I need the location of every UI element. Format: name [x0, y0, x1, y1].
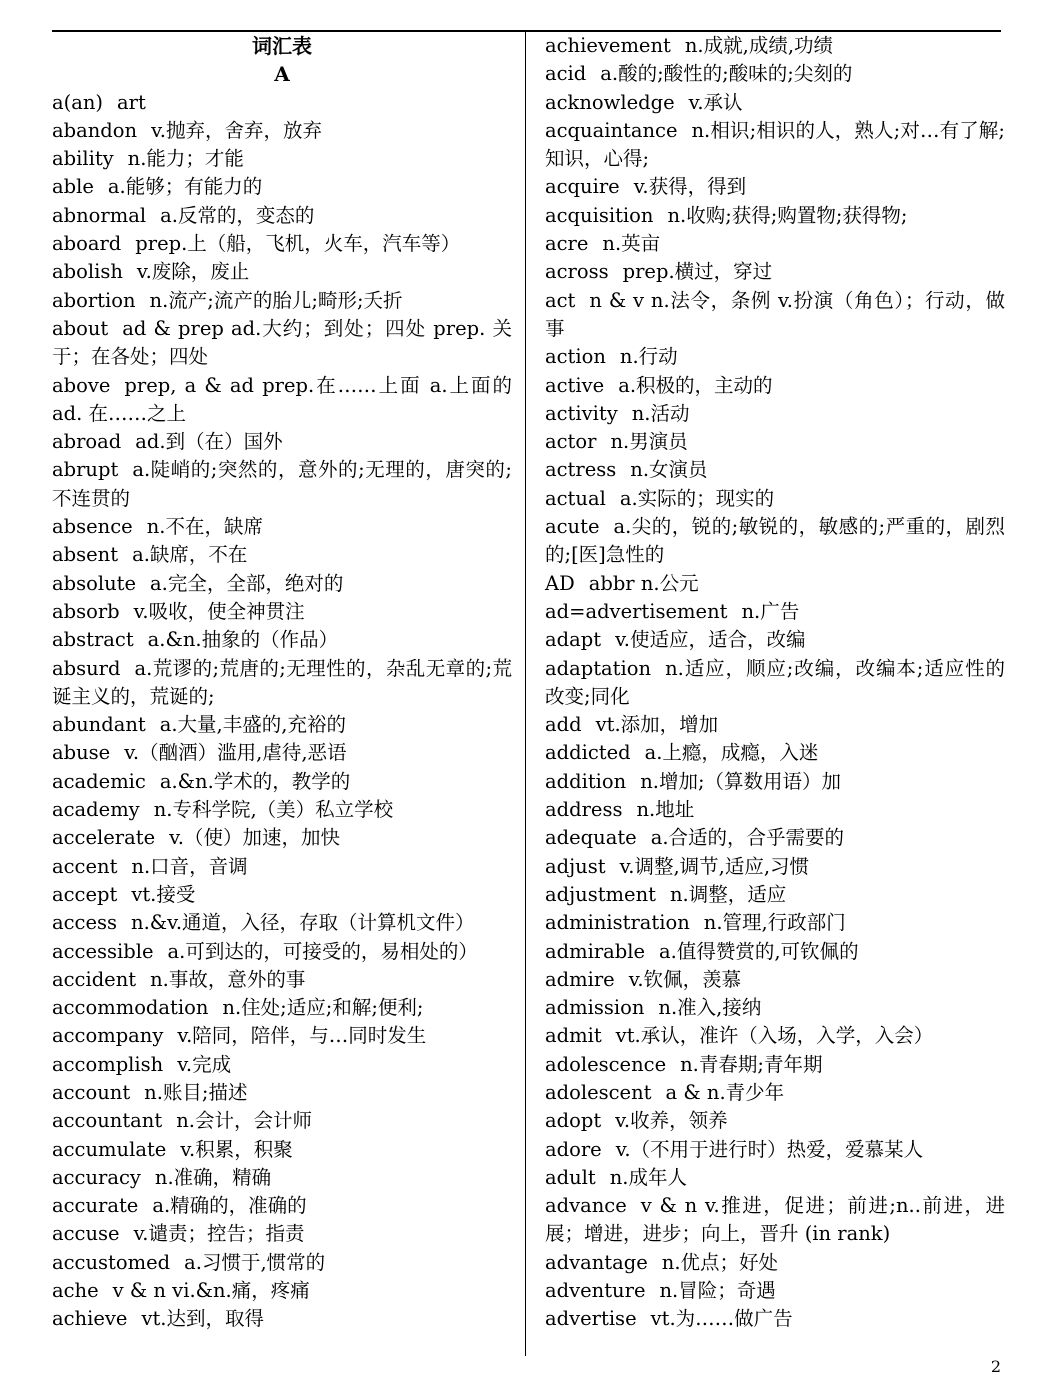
vocab-entry [545, 966, 1005, 994]
entry-word: action [545, 345, 606, 369]
vocab-entry [52, 853, 512, 881]
vocab-entry [545, 626, 1005, 654]
entry-word: admirable [545, 939, 646, 963]
vocab-entry [52, 598, 512, 626]
right-entry-list [545, 32, 1005, 1334]
vocab-entry [545, 655, 1005, 712]
vocab-entry [52, 173, 512, 201]
entry-word: adolescence [545, 1052, 667, 1076]
entry-word: accessible [52, 939, 154, 963]
entry-word: abnormal [52, 203, 147, 227]
entry-definition: n.会计，会计师 [176, 1109, 312, 1133]
vocab-entry [545, 343, 1005, 371]
vocab-entry [52, 1249, 512, 1277]
entry-word: add [545, 713, 582, 737]
vocab-entry [545, 230, 1005, 258]
vocab-entry [52, 145, 512, 173]
vocab-entry [545, 1164, 1005, 1192]
vocab-entry [545, 1277, 1005, 1305]
entry-definition: a.荒谬的;荒唐的;无理性的，杂乱无章的;荒诞主义的，荒诞的; [52, 656, 512, 708]
entry-definition: n.冒险；奇遇 [659, 1279, 776, 1303]
vocab-entry [545, 938, 1005, 966]
entry-definition: a.实际的；现实的 [619, 486, 775, 510]
entry-word: abandon [52, 118, 138, 142]
entry-definition: n.成年人 [609, 1165, 688, 1189]
entry-word: acknowledge [545, 90, 675, 114]
entry-definition: v.谴责；控告；指责 [133, 1222, 305, 1246]
vocab-entry [545, 739, 1005, 767]
entry-definition: a.完全，全部，绝对的 [150, 571, 344, 595]
left-entry-list [52, 89, 512, 1334]
entry-definition: n.专科学院,（美）私立学校 [153, 798, 394, 822]
entry-word: accomplish [52, 1052, 164, 1076]
entry-definition: n.活动 [631, 401, 690, 425]
vocab-entry [545, 258, 1005, 286]
vocab-entry [545, 711, 1005, 739]
entry-word: acquire [545, 175, 620, 199]
entry-word: across [545, 260, 609, 284]
vocab-entry [545, 824, 1005, 852]
entry-word: abolish [52, 260, 123, 284]
vocab-entry [545, 909, 1005, 937]
entry-definition: vt.达到，取得 [141, 1307, 265, 1331]
entry-word: able [52, 175, 94, 199]
entry-definition: v & n v.推进，促进；前进;n..前进，进展；增进，进步；向上，晋升 (in rank) [545, 1194, 1005, 1246]
left-column [52, 32, 512, 1334]
entry-word: admission [545, 996, 645, 1020]
entry-word: adore [545, 1137, 602, 1161]
entry-definition: n.准确，精确 [154, 1165, 272, 1189]
vocab-entry [52, 258, 512, 286]
entry-definition: n.事故，意外的事 [150, 967, 306, 991]
entry-definition: n.准入,接纳 [658, 996, 762, 1020]
entry-word: above [52, 373, 111, 397]
entry-definition: n.流产;流产的胎儿;畸形;夭折 [149, 288, 403, 312]
vocab-entry [545, 513, 1005, 570]
entry-definition: n.不在，缺席 [146, 515, 263, 539]
entry-definition: a.习惯于,惯常的 [184, 1250, 326, 1274]
entry-definition: n.收购;获得;购置物;获得物; [667, 203, 908, 227]
page-number: 2 [990, 1357, 1001, 1376]
vocab-entry [545, 89, 1005, 117]
entry-definition: n.&v.通道，入径，存取（计算机文件） [131, 911, 475, 935]
section-letter: A [274, 62, 290, 87]
entry-definition: a.&n.抽象的（作品） [147, 628, 339, 652]
entry-definition: a.反常的，变态的 [160, 203, 315, 227]
vocab-entry [52, 768, 512, 796]
entry-definition: v.（使）加速，加快 [169, 826, 341, 850]
entry-word: adopt [545, 1109, 602, 1133]
vocab-entry [52, 938, 512, 966]
vocab-entry [52, 513, 512, 541]
entry-word: admire [545, 967, 615, 991]
entry-definition: a.陡峭的;突然的，意外的;无理的，唐突的;不连贯的 [52, 458, 512, 510]
entry-definition: n.住处;适应;和解;便利; [222, 996, 424, 1020]
entry-word: abstract [52, 628, 134, 652]
vocab-entry [545, 881, 1005, 909]
entry-word: academic [52, 769, 146, 793]
entry-definition: n.相识;相识的人，熟人;对…有了解;知识，心得; [545, 118, 1005, 171]
entry-definition: v.获得，得到 [633, 175, 747, 199]
entry-definition: n.优点；好处 [661, 1250, 779, 1274]
entry-definition: v.废除，废止 [136, 260, 250, 284]
entry-definition: n.调整，适应 [669, 882, 787, 906]
entry-definition: n.青春期;青年期 [680, 1052, 823, 1076]
vocab-entry [545, 768, 1005, 796]
entry-word: AD [545, 571, 575, 595]
vocab-entry [52, 994, 512, 1022]
entry-definition: n.广告 [741, 599, 800, 623]
entry-word: aboard [52, 232, 122, 256]
entry-word: adequate [545, 826, 637, 850]
entry-word: advance [545, 1194, 627, 1218]
entry-word: absent [52, 543, 119, 567]
vocab-entry [52, 1022, 512, 1050]
entry-word: acid [545, 62, 587, 86]
entry-definition: n.能力；才能 [127, 147, 244, 171]
vocab-entry [52, 796, 512, 824]
entry-word: ad=advertisement [545, 599, 728, 623]
entry-word: accustomed [52, 1250, 171, 1274]
vocab-entry [545, 287, 1005, 344]
entry-definition: n.行动 [619, 345, 678, 369]
vocab-entry [545, 1051, 1005, 1079]
vocab-entry [545, 60, 1005, 88]
entry-definition: prep.上（船，飞机，火车，汽车等） [135, 232, 461, 256]
entry-word: activity [545, 401, 618, 425]
entry-definition: vt.承认，准许（入场，入学，入会） [615, 1024, 934, 1048]
entry-word: advertise [545, 1307, 637, 1331]
entry-definition: v.收养，领养 [615, 1109, 728, 1133]
entry-word: actual [545, 486, 606, 510]
entry-definition: art [117, 90, 146, 114]
entry-word: accompany [52, 1024, 164, 1048]
vocab-entry [52, 117, 512, 145]
entry-word: absolute [52, 571, 137, 595]
entry-definition: ad & prep ad.大约；到处；四处 prep. 关于；在各处；四处 [52, 316, 512, 369]
entry-definition: n.男演员 [610, 430, 688, 454]
entry-definition: vt.接受 [131, 882, 196, 906]
entry-definition: v.完成 [177, 1052, 232, 1076]
entry-word: ache [52, 1279, 99, 1303]
entry-word: accept [52, 882, 118, 906]
entry-definition: a.尖的，锐的;敏锐的，敏感的;严重的，剧烈的;[医]急性的 [545, 515, 1005, 567]
entry-word: acute [545, 515, 600, 539]
entry-word: about [52, 316, 109, 340]
vocab-entry [545, 1305, 1005, 1333]
vocab-entry [545, 796, 1005, 824]
entry-word: abundant [52, 713, 146, 737]
vocab-entry [52, 1051, 512, 1079]
entry-word: access [52, 911, 118, 935]
entry-definition: v.使适应，适合，改编 [615, 628, 806, 652]
vocab-entry [545, 994, 1005, 1022]
entry-definition: abbr n.公元 [588, 571, 699, 595]
entry-definition: n & v n.法令，条例 v.扮演（角色）；行动，做事 [545, 288, 1005, 340]
entry-word: active [545, 373, 605, 397]
entry-definition: a.缺席，不在 [132, 543, 248, 567]
entry-word: addition [545, 769, 627, 793]
vocab-entry [545, 117, 1005, 174]
vocab-entry [545, 598, 1005, 626]
entry-definition: n.管理,行政部门 [703, 911, 846, 935]
vocab-entry [545, 32, 1005, 60]
column-divider [525, 32, 526, 1356]
vocab-entry [545, 853, 1005, 881]
vocab-entry [52, 202, 512, 230]
vocab-entry [545, 428, 1005, 456]
vocab-entry [52, 1192, 512, 1220]
entry-word: adaptation [545, 656, 652, 680]
entry-word: absurd [52, 656, 121, 680]
entry-word: adapt [545, 628, 602, 652]
vocab-entry [52, 626, 512, 654]
entry-definition: n.增加;（算数用语）加 [640, 769, 842, 793]
entry-word: accuse [52, 1222, 120, 1246]
vocab-entry [52, 824, 512, 852]
entry-definition: v.吸收，使全神贯注 [133, 599, 305, 623]
entry-word: adjust [545, 854, 606, 878]
vocab-entry [545, 1136, 1005, 1164]
vocab-entry [52, 570, 512, 598]
entry-word: achievement [545, 34, 671, 57]
entry-definition: a.大量,丰盛的,充裕的 [159, 713, 346, 737]
entry-word: abroad [52, 430, 122, 454]
entry-word: accommodation [52, 996, 209, 1020]
entry-definition: prep, a & ad prep.在……上面 a.上面的 ad. 在……之上 [52, 373, 512, 425]
entry-definition: n.成就,成绩,功绩 [684, 34, 834, 57]
entry-definition: a.合适的，合乎需要的 [650, 826, 845, 850]
entry-word: achieve [52, 1307, 128, 1331]
entry-word: address [545, 798, 623, 822]
vocab-entry [545, 570, 1005, 598]
entry-word: accelerate [52, 826, 156, 850]
vocab-entry [545, 456, 1005, 484]
entry-word: accuracy [52, 1165, 141, 1189]
vocab-entry [545, 1249, 1005, 1277]
vocab-entry [52, 1164, 512, 1192]
entry-definition: v & n vi.&n.痛，疼痛 [112, 1279, 310, 1303]
entry-definition: n.账目;描述 [144, 1080, 248, 1104]
entry-definition: v.钦佩，羡慕 [628, 967, 742, 991]
entry-definition: v.陪同，陪伴，与…同时发生 [177, 1024, 427, 1048]
entry-word: ability [52, 147, 114, 171]
vocab-entry [52, 1107, 512, 1135]
vocab-entry [545, 1107, 1005, 1135]
vocab-entry [52, 1136, 512, 1164]
entry-definition: n.英亩 [602, 232, 661, 256]
vocab-entry [545, 400, 1005, 428]
entry-word: adventure [545, 1279, 646, 1303]
entry-definition: a.&n.学术的，教学的 [159, 769, 351, 793]
entry-definition: v.积累，积聚 [180, 1137, 293, 1161]
entry-definition: a.能够；有能力的 [107, 175, 263, 199]
entry-definition: n.口音，音调 [131, 854, 248, 878]
entry-word: accident [52, 967, 137, 991]
vocab-entry [52, 1305, 512, 1333]
entry-word: actress [545, 458, 617, 482]
entry-definition: ad.到（在）国外 [135, 430, 283, 454]
entry-definition: n.女演员 [630, 458, 708, 482]
entry-definition: a.酸的;酸性的;酸味的;尖刻的 [600, 62, 853, 86]
entry-definition: a.上瘾，成瘾，入迷 [644, 741, 819, 765]
vocab-entry [545, 485, 1005, 513]
vocab-entry [52, 881, 512, 909]
vocab-entry [52, 230, 512, 258]
entry-word: admit [545, 1024, 602, 1048]
vocab-entry [52, 541, 512, 569]
entry-definition: v.调整,调节,适应,习惯 [619, 854, 810, 878]
entry-word: accent [52, 854, 118, 878]
entry-word: adult [545, 1165, 596, 1189]
vocab-entry [52, 1220, 512, 1248]
entry-word: a(an) [52, 90, 104, 114]
entry-word: adolescent [545, 1080, 652, 1104]
right-column [545, 32, 1005, 1334]
entry-word: accumulate [52, 1137, 167, 1161]
vocab-entry [52, 287, 512, 315]
entry-word: abuse [52, 741, 111, 765]
entry-word: addicted [545, 741, 631, 765]
vocab-entry [52, 739, 512, 767]
vocab-entry [52, 966, 512, 994]
entry-word: act [545, 288, 576, 312]
vocab-entry [545, 1079, 1005, 1107]
entry-definition: a & n.青少年 [665, 1080, 785, 1104]
entry-definition: a.可到达的，可接受的，易相处的） [167, 939, 478, 963]
entry-word: acquaintance [545, 118, 678, 142]
vocab-entry [52, 428, 512, 456]
vocab-entry [545, 1022, 1005, 1050]
entry-definition: a.积极的，主动的 [618, 373, 773, 397]
vocab-entry [52, 909, 512, 937]
vocab-entry [52, 1277, 512, 1305]
vocab-entry [545, 372, 1005, 400]
entry-word: absence [52, 515, 133, 539]
vocab-entry [545, 1192, 1005, 1249]
entry-definition: v.（不用于进行时）热爱，爱慕某人 [615, 1137, 924, 1161]
vocab-entry [545, 173, 1005, 201]
vocab-entry [545, 202, 1005, 230]
entry-definition: vt.为……做广告 [650, 1307, 793, 1331]
vocab-entry [52, 655, 512, 712]
entry-word: actor [545, 430, 597, 454]
entry-word: administration [545, 911, 690, 935]
entry-word: acquisition [545, 203, 654, 227]
entry-word: abortion [52, 288, 136, 312]
entry-definition: v.抛弃，舍弃，放弃 [151, 118, 322, 142]
entry-definition: a.值得赞赏的,可钦佩的 [659, 939, 859, 963]
entry-definition: n.地址 [636, 798, 695, 822]
entry-word: abrupt [52, 458, 119, 482]
entry-definition: vt.添加，增加 [595, 713, 719, 737]
entry-definition: n.适应，顺应;改编，改编本;适应性的改变;同化 [545, 656, 1005, 708]
entry-word: absorb [52, 599, 120, 623]
entry-word: account [52, 1080, 131, 1104]
page-title: 词汇表 [252, 34, 312, 58]
entry-definition: v.承认 [688, 90, 743, 114]
vocab-entry [52, 456, 512, 513]
entry-word: adjustment [545, 882, 656, 906]
entry-word: accurate [52, 1194, 139, 1218]
entry-word: accountant [52, 1109, 163, 1133]
entry-word: acre [545, 232, 589, 256]
entry-definition: v.（酗酒）滥用,虐待,恶语 [124, 741, 347, 765]
entry-definition: prep.横过，穿过 [622, 260, 773, 284]
entry-definition: a.精确的，准确的 [152, 1194, 307, 1218]
entry-word: academy [52, 798, 140, 822]
vocab-entry [52, 1079, 512, 1107]
vocab-entry [52, 711, 512, 739]
vocab-entry [52, 89, 512, 117]
entry-word: advantage [545, 1250, 648, 1274]
vocab-entry [52, 315, 512, 372]
vocab-entry [52, 372, 512, 429]
